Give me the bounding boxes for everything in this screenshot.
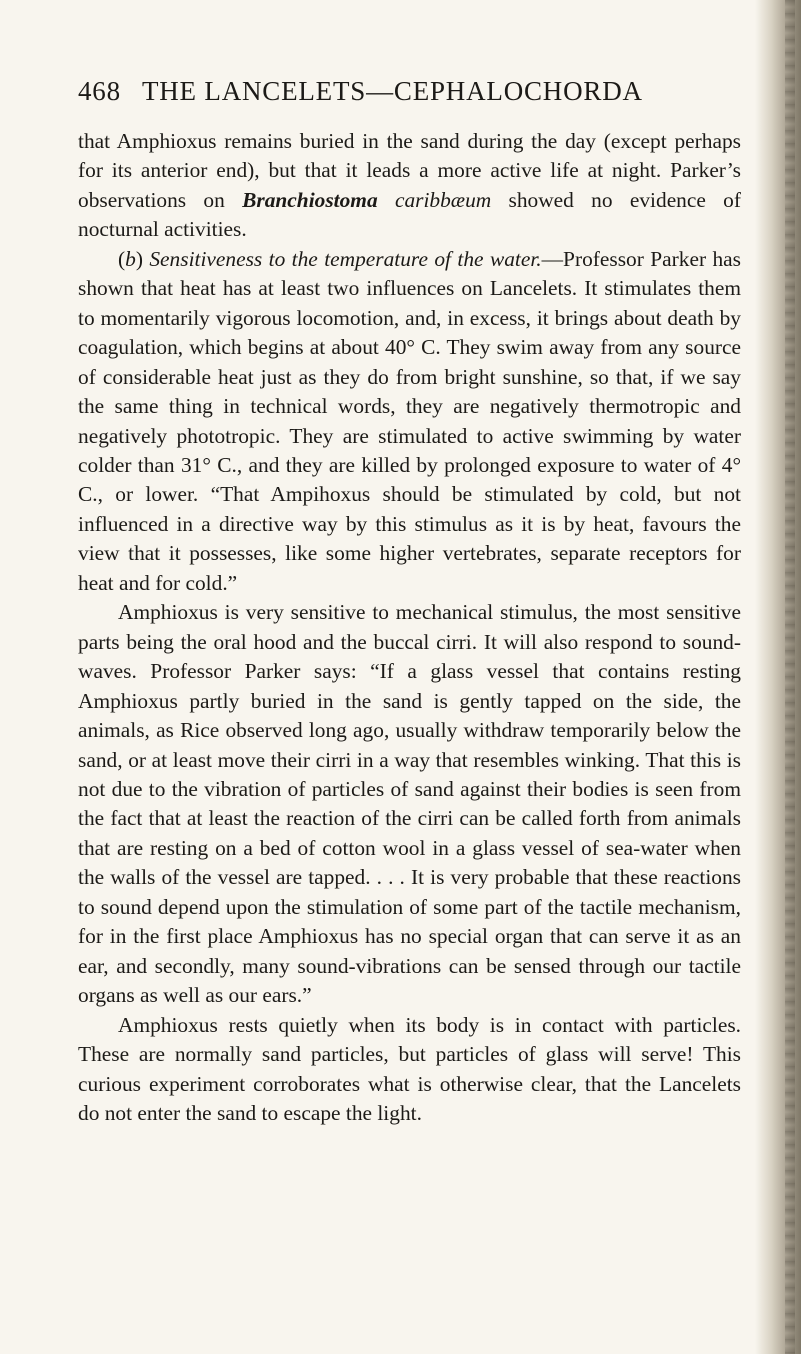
section-label-open: ( [118,246,126,271]
section-heading: Sensitiveness to the temperature of the water. [149,246,542,271]
species-genus: Branchiostoma [242,187,378,212]
page-gutter-shadow [755,0,801,1354]
page-number: 468 [78,76,121,106]
paragraph-4: Amphioxus rests quietly when its body is in contact with particles. These are normally sand particles, but particles of glass will serve! This curious experiment corroborates what is otherwise clear, that the Lancelets do not enter the sand to escape the light. [78,1012,741,1125]
paragraph-2-text: —Professor Parker has shown that heat has at least two influences on Lancelets. It stimulates them to momentarily vigorous locomotion, and, in excess, it brings about death by coagulation, which begins at about 40° C. They swim away from any source of considerable heat just as they do from bright sunshine, so that, if we say the same thing in technical words, they are negatively thermotropic and negatively phototropic. They are stimulated to active swimming by water colder than 31° C., and they are killed by prolonged exposure to water of 4° C., or lower. “That Ampihoxus should be stimulated by cold, but not influenced in a directive way by this stimulus as it is by heat, favours the view that it possesses, like some higher vertebrates, separate receptors for heat and for cold.” [78,246,741,595]
paragraph-1-text-b: showed no evidence of nocturnal activities. [78,187,741,242]
section-label-close: ) [135,246,150,271]
paragraph-2 [78,245,741,598]
running-header [78,76,758,107]
species-epithet: caribbæum [394,187,492,212]
running-title: THE LANCELETS—CEPHALOCHORDA [141,76,643,106]
space [378,188,395,212]
body-text [78,127,741,1128]
section-label-letter: b [125,246,136,271]
paragraph-3: Amphioxus is very sensitive to mechanical stimulus, the most sensitive parts being the oral hood and the buccal cirri. It will also respond to sound-waves. Professor Parker says: “If a glass vessel that contains resting Amphioxus partly buried in the sand is gently tapped on the side, the animals, as Rice observed long ago, usually withdraw temporarily below the sand, or at least move their cirri in a way that resembles winking. That this is not due to the vibration of particles of sand against their bodies is seen from the fact that at least the reaction of the cirri can be called forth from animals that are resting on a bed of cotton wool in a glass vessel of sea-water when the walls of the vessel are tapped. . . . It is very probable that these reactions to sound depend upon the stimulation of some part of the tactile mechanism, for in the first place Amphioxus has no special organ that can serve it as an ear, and secondly, many sound-vibrations can be sensed through our tactile organs as well as our ears.” [78,600,741,1008]
paragraph-1-text-a: that Amphioxus remains buried in the sand during the day (except perhaps for its anterior end), but that it leads a more active life at night. Parker’s observations on [78,129,741,212]
paragraph-1 [78,127,741,245]
